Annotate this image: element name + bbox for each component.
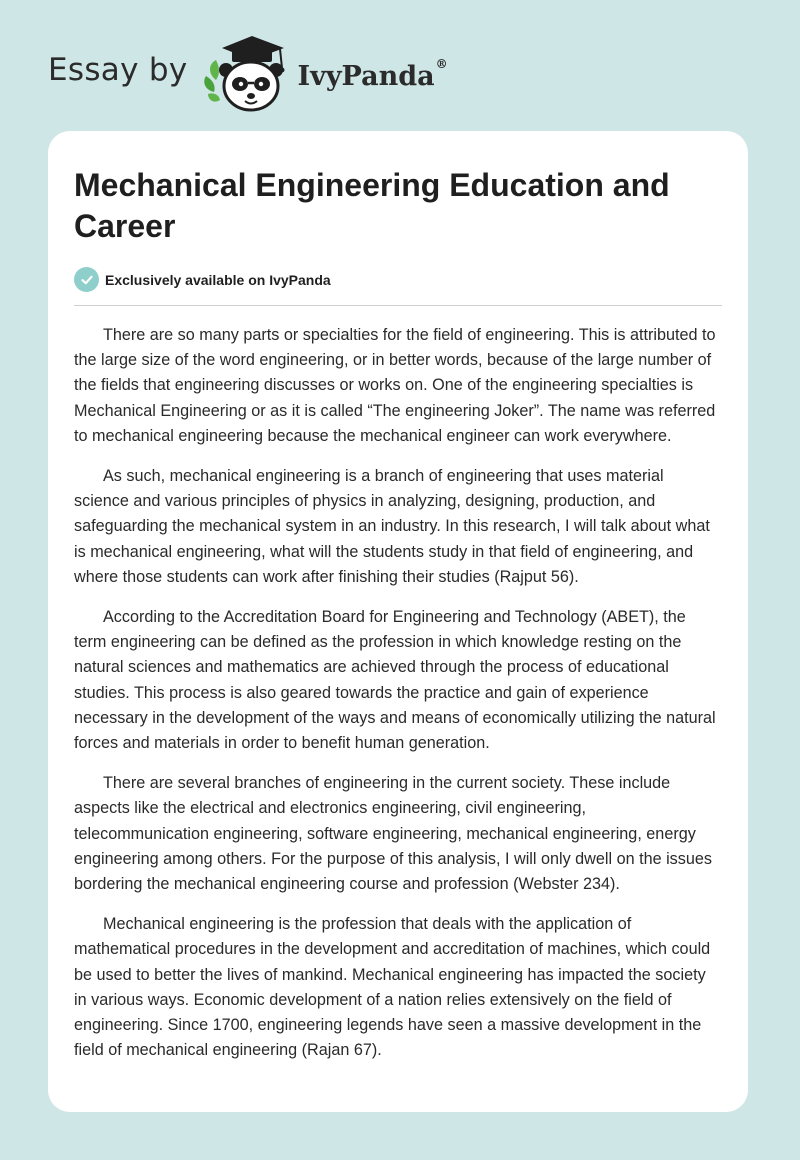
essay-paragraph: Mechanical engineering is the profession that deals with the application of mathematical procedures in the development and accreditation of machines, which could be used to better the lives of mankind. Mechanical engineering has impacted the society in various ways. Economic development of a nation relies extensively on the field of engineering. Since 1700, engineering legends have seen a massive development in the field of mechanical engineering (Rajan 67). (74, 915, 711, 1060)
essay-paragraph: There are so many parts or specialties for the field of engineering. This is attributed to the large size of the word engineering, or in better words, because of the large number of the fields that engineering discusses or works on. One of the engineering specialties is Mechanical Engineering or as it is called “The engineering Joker”. The name was referred to mechanical engineering because the mechanical engineer can work everywhere. (74, 326, 716, 445)
essay-by-label: Essay by (48, 52, 188, 88)
essay-paragraph: According to the Accreditation Board for Engineering and Technology (ABET), the term engineering can be defined as the profession in which knowledge resting on the natural sciences and mathematics are achieved through the process of educational studies. This process is also geared towards the practice and gain of experience necessary in the development of the ways and means of economically utilizing the natural forces and materials in order to benefit human generation. (74, 608, 716, 753)
essay-paragraph: There are several branches of engineering in the current society. These include aspects like the electrical and electronics engineering, civil engineering, telecommunication engineering, software engineering, mechanical engineering, energy engineering among others. For the purpose of this analysis, I will only dwell on the issues bordering the mechanical engineering course and profession (Webster 234). (74, 774, 712, 894)
essay-body (74, 323, 722, 1063)
essay-card (48, 131, 748, 1112)
panda-graduation-cap-icon[interactable] (202, 34, 294, 114)
availability-label: Exclusively available on IvyPanda (105, 271, 331, 288)
registered-mark: ® (435, 56, 448, 71)
site-header (48, 34, 448, 114)
brand-name: IvyPanda (297, 60, 435, 92)
essay-paragraph: As such, mechanical engineering is a branch of engineering that uses material science and various principles of physics in analyzing, designing, production, and safeguarding the mechanical system in an industry. In this research, I will talk about what is mechanical engineering, what will the students study in that field of engineering, and where those students can work after finishing their studies (Rajput 56). (74, 467, 710, 586)
availability-row (74, 267, 722, 306)
check-icon (74, 267, 99, 292)
brand-wordmark[interactable] (297, 56, 448, 92)
essay-title: Mechanical Engineering Education and Career (74, 167, 670, 244)
